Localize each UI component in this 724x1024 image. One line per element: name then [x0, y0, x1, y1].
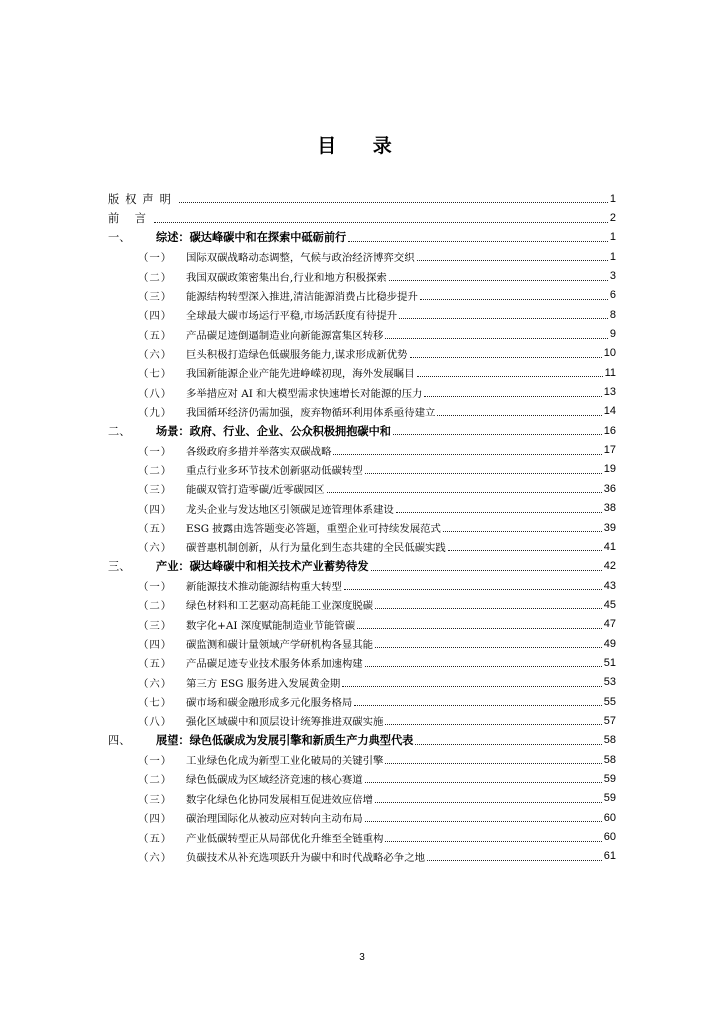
toc-entry-label: 产品碳足迹专业技术服务体系加速构建: [186, 658, 363, 671]
toc-entry[interactable]: [108, 518, 616, 537]
toc-entry[interactable]: [108, 673, 616, 692]
toc-entry-page: 14: [603, 405, 616, 418]
toc-entry-page: 3: [609, 270, 616, 283]
toc-entry-label: 前 言: [108, 212, 152, 226]
toc-entry[interactable]: [108, 789, 616, 808]
dot-leader: [385, 831, 601, 842]
dot-leader: [179, 192, 608, 203]
dot-leader: [357, 618, 602, 629]
toc-entry-number: （五）: [138, 329, 173, 342]
dot-leader: [443, 521, 602, 532]
toc-entry-page: 13: [603, 386, 616, 399]
toc-entry-label: 绿色低碳成为区域经济竞速的核心赛道: [186, 774, 363, 787]
dot-leader: [415, 734, 601, 745]
toc-entry-number: （三）: [138, 619, 173, 632]
toc-entry-number: （五）: [138, 832, 173, 845]
toc-entry-label: 展望：绿色低碳成为发展引擎和新质生产力典型代表: [156, 734, 414, 748]
toc-entry[interactable]: [108, 286, 616, 305]
toc-entry-number: （三）: [138, 484, 173, 497]
toc-entry[interactable]: [108, 808, 616, 827]
dot-leader: [396, 502, 602, 513]
toc-entry-number: （八）: [138, 387, 173, 400]
toc-title: 目 录: [317, 135, 407, 157]
toc-entry-label: 重点行业多环节技术创新驱动低碳转型: [186, 464, 363, 477]
dot-leader: [365, 656, 602, 667]
toc-entry-page: 58: [603, 734, 616, 747]
toc-entry-number: 一、: [108, 231, 131, 245]
dot-leader: [327, 482, 602, 493]
toc-entry-label: 版权声明: [108, 192, 177, 206]
toc-entry-number: （三）: [138, 793, 173, 806]
toc-entry-label: ESG 披露由选答题变必答题，重塑企业可持续发展范式: [186, 523, 441, 536]
toc-entry-page: 41: [603, 540, 616, 553]
toc-entry-label: 我国双碳政策密集出台,行业和地方积极探索: [186, 271, 387, 284]
toc-entry[interactable]: [108, 189, 616, 208]
toc-entry-page: 59: [603, 772, 616, 785]
toc-entry-number: 三、: [108, 560, 131, 574]
dot-leader: [399, 308, 608, 319]
toc-entry-label: 绿色材料和工艺驱动高耗能工业深度脱碳: [186, 600, 374, 613]
dot-leader: [344, 579, 602, 590]
toc-entry-number: （四）: [138, 813, 173, 826]
dot-leader: [375, 637, 602, 648]
toc-entry-number: （六）: [138, 677, 173, 690]
toc-entry[interactable]: [108, 634, 616, 653]
toc-entry-label: 碳监测和碳计量领域产学研机构各显其能: [186, 639, 374, 652]
toc-entry-page: 16: [603, 424, 616, 437]
toc-entry-page: 60: [603, 831, 616, 844]
toc-entry-page: 51: [603, 656, 616, 669]
toc-entry-label: 能碳双管打造零碳/近零碳园区: [186, 484, 325, 497]
dot-leader: [348, 231, 608, 242]
toc-entry-number: （七）: [138, 697, 173, 710]
dot-leader: [365, 772, 602, 783]
toc-entry-number: （六）: [138, 851, 173, 864]
toc-entry-label: 能源结构转型深入推进,清洁能源消费占比稳步提升: [186, 290, 418, 303]
toc-entry-page: 1: [609, 192, 616, 205]
toc-entry-page: 11: [604, 366, 616, 379]
toc-entry-number: （五）: [138, 523, 173, 536]
dot-leader: [354, 695, 602, 706]
toc-entry-label: 数字化绿色化协同发展相互促进效应倍增: [186, 793, 374, 806]
dot-leader: [333, 444, 601, 455]
toc-entry[interactable]: [108, 344, 616, 363]
toc-entry[interactable]: [108, 479, 616, 498]
toc-entry-page: 9: [609, 328, 616, 341]
toc-entry-number: （五）: [138, 658, 173, 671]
toc-entry-label: 龙头企业与发达地区引领碳足迹管理体系建设: [186, 503, 394, 516]
toc-entry-page: 17: [603, 444, 616, 457]
toc-entry-label: 碳市场和碳金融形成多元化服务格局: [186, 697, 353, 710]
dot-leader: [385, 328, 607, 339]
toc-entry-page: 39: [603, 521, 616, 534]
toc-entry-page: 42: [603, 560, 616, 573]
dot-leader: [427, 850, 602, 861]
toc-entry-number: （二）: [138, 774, 173, 787]
toc-entry-label: 我国循环经济仍需加强，废弃物循环利用体系亟待建立: [186, 406, 436, 419]
toc-entry[interactable]: [108, 731, 616, 750]
toc-entry-page: 36: [603, 482, 616, 495]
toc-entry[interactable]: [108, 557, 616, 576]
toc-entry-page: 49: [603, 637, 616, 650]
toc-entry[interactable]: [108, 228, 616, 247]
toc-entry[interactable]: [108, 305, 616, 324]
toc-entry-page: 10: [603, 347, 616, 360]
dot-leader: [154, 212, 608, 223]
dot-leader: [393, 424, 602, 435]
toc-entry-page: 2: [609, 212, 616, 225]
toc-entry-page: 8: [609, 308, 616, 321]
toc-entry[interactable]: [108, 421, 616, 440]
dot-leader: [375, 792, 602, 803]
toc-entry-page: 1: [609, 231, 616, 244]
toc-entry[interactable]: [108, 402, 616, 421]
toc-entry-number: （二）: [138, 600, 173, 613]
dot-leader: [417, 250, 608, 261]
toc-entry-number: （二）: [138, 271, 173, 284]
dot-leader: [389, 270, 608, 281]
dot-leader: [365, 811, 602, 822]
toc-entry-number: 二、: [108, 424, 131, 438]
toc-entry-label: 工业绿色化成为新型工业化破局的关键引擎: [186, 755, 384, 768]
dot-leader: [365, 463, 602, 474]
toc-entry-number: （一）: [138, 445, 173, 458]
toc-entry-number: （一）: [138, 252, 173, 265]
toc-entry-number: （六）: [138, 348, 173, 361]
toc-entry-label: 负碳技术从补充选项跃升为碳中和时代战略必争之地: [186, 851, 425, 864]
toc-entry-label: 各级政府多措并举落实双碳战略: [186, 445, 332, 458]
toc-entry-number: （四）: [138, 639, 173, 652]
toc-entry-label: 场景：政府、行业、企业、公众积极拥抱碳中和: [156, 424, 391, 438]
table-of-contents: [108, 189, 616, 866]
toc-entry-number: （二）: [138, 464, 173, 477]
toc-entry-page: 55: [603, 695, 616, 708]
toc-entry-label: 第三方 ESG 服务进入发展黄金期: [186, 677, 341, 690]
toc-entry[interactable]: [108, 382, 616, 401]
toc-entry[interactable]: [108, 827, 616, 846]
toc-entry[interactable]: [108, 769, 616, 788]
toc-entry-page: 53: [603, 676, 616, 689]
toc-entry[interactable]: [108, 595, 616, 614]
toc-entry-page: 43: [603, 579, 616, 592]
toc-entry-page: 57: [603, 714, 616, 727]
dot-leader: [371, 560, 602, 571]
toc-entry-number: （六）: [138, 542, 173, 555]
toc-entry-label: 多举措应对 AI 和大模型需求快速增长对能源的压力: [186, 387, 423, 400]
toc-entry[interactable]: [108, 711, 616, 730]
toc-entry-number: （一）: [138, 755, 173, 768]
dot-leader: [448, 540, 602, 551]
toc-entry-number: （四）: [138, 310, 173, 323]
toc-entry-number: （七）: [138, 368, 173, 381]
toc-entry[interactable]: [108, 247, 616, 266]
toc-entry[interactable]: [108, 615, 616, 634]
toc-entry-number: （一）: [138, 581, 173, 594]
toc-entry[interactable]: [108, 750, 616, 769]
toc-entry[interactable]: [108, 363, 616, 382]
toc-entry-label: 碳治理国际化从被动应对转向主动布局: [186, 813, 363, 826]
toc-entry-label: 数字化+AI 深度赋能制造业节能管碳: [186, 619, 356, 632]
toc-entry-label: 国际双碳战略动态调整，气候与政治经济博弈交织: [186, 252, 415, 265]
toc-entry[interactable]: [108, 537, 616, 556]
dot-leader: [437, 405, 601, 416]
toc-entry[interactable]: [108, 692, 616, 711]
toc-entry-number: （四）: [138, 503, 173, 516]
toc-entry-page: 47: [603, 618, 616, 631]
toc-entry-label: 我国新能源企业产能先进峥嵘初现，海外发展瞩目: [186, 368, 415, 381]
toc-entry-number: （九）: [138, 406, 173, 419]
dot-leader: [385, 714, 601, 725]
toc-entry[interactable]: [108, 266, 616, 285]
toc-entry-page: 60: [603, 811, 616, 824]
toc-entry[interactable]: [108, 576, 616, 595]
toc-entry-number: （八）: [138, 716, 173, 729]
toc-entry-page: 38: [603, 502, 616, 515]
dot-leader: [342, 676, 601, 687]
toc-entry-label: 全球最大碳市场运行平稳,市场活跃度有待提升: [186, 310, 398, 323]
toc-entry-page: 1: [609, 250, 616, 263]
toc-entry[interactable]: [108, 324, 616, 343]
toc-entry[interactable]: [108, 653, 616, 672]
toc-entry[interactable]: [108, 460, 616, 479]
toc-entry-label: 综述：碳达峰碳中和在探索中砥砺前行: [156, 231, 347, 245]
toc-entry-label: 巨头积极打造绿色低碳服务能力,谋求形成新优势: [186, 348, 408, 361]
dot-leader: [375, 598, 602, 609]
toc-entry-page: 61: [603, 850, 616, 863]
toc-entry-label: 产业：碳达峰碳中和相关技术产业蓄势待发: [156, 560, 369, 574]
toc-entry-label: 强化区域碳中和顶层设计统筹推进双碳实施: [186, 716, 384, 729]
toc-entry-page: 6: [609, 289, 616, 302]
toc-entry[interactable]: [108, 499, 616, 518]
toc-entry[interactable]: [108, 208, 616, 227]
toc-entry-number: （三）: [138, 290, 173, 303]
dot-leader: [385, 753, 601, 764]
dot-leader: [424, 386, 601, 397]
toc-entry[interactable]: [108, 440, 616, 459]
dot-leader: [417, 366, 603, 377]
toc-entry-page: 19: [603, 463, 616, 476]
toc-entry-label: 产业低碳转型正从局部优化升维至全链重构: [186, 832, 384, 845]
toc-entry-label: 碳普惠机制创新，从行为量化到生态共建的全民低碳实践: [186, 542, 446, 555]
toc-entry-label: 新能源技术推动能源结构重大转型: [186, 581, 342, 594]
dot-leader: [410, 347, 602, 358]
toc-entry-label: 产品碳足迹倒逼制造业向新能源富集区转移: [186, 329, 384, 342]
toc-entry-number: 四、: [108, 734, 131, 748]
toc-entry-page: 58: [603, 753, 616, 766]
toc-entry-page: 45: [603, 598, 616, 611]
dot-leader: [420, 289, 608, 300]
toc-entry-page: 59: [603, 792, 616, 805]
toc-entry[interactable]: [108, 847, 616, 866]
page-number: 3: [359, 952, 365, 963]
